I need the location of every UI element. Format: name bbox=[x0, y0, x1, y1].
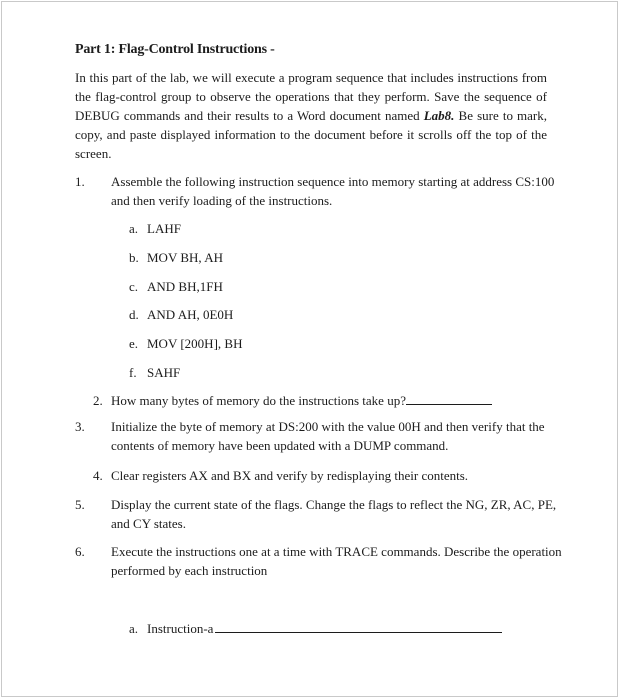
step-text: Initialize the byte of memory at DS:200 with the value 00H and then verify that the contents of memory have been updated with a DUMP command. bbox=[111, 419, 545, 453]
instruction-code: MOV BH, AH bbox=[147, 250, 223, 265]
step-number: 2. bbox=[93, 393, 103, 408]
intro-text-start: In this part of the lab, we will execute a program sequence that includes instructions from the flag-control group to observe the operations that they perform. Save the sequence of DEBUG commands and their results to a Word document named bbox=[75, 70, 547, 123]
step-text: How many bytes of memory do the instructions take up? bbox=[111, 393, 406, 408]
step-number: 6. bbox=[75, 544, 85, 559]
step-3 bbox=[75, 417, 563, 455]
answer-line-a bbox=[129, 619, 502, 638]
instruction-letter: e. bbox=[129, 336, 139, 351]
step-text: Clear registers AX and BX and verify by redisplaying their contents. bbox=[111, 468, 469, 483]
instruction-item bbox=[129, 277, 223, 296]
answer-letter: a. bbox=[129, 621, 139, 636]
instruction-letter: f. bbox=[129, 365, 137, 380]
step-text: Assemble the following instruction sequence into memory starting at address CS:100 and then verify loading of the instructions. bbox=[111, 174, 555, 208]
instruction-code: AND AH, 0E0H bbox=[147, 307, 234, 322]
step-number: 4. bbox=[93, 468, 103, 483]
instruction-item bbox=[129, 248, 223, 267]
step-2 bbox=[93, 391, 492, 410]
instruction-letter: d. bbox=[129, 307, 139, 322]
answer-blank[interactable] bbox=[215, 620, 502, 633]
step-1 bbox=[75, 172, 566, 210]
instruction-item bbox=[129, 305, 233, 324]
instruction-letter: c. bbox=[129, 279, 139, 294]
intro-text-end: Be sure to mark, copy, and paste displayed information to the document before it scrolls off the top of the screen. bbox=[75, 108, 547, 161]
instruction-letter: a. bbox=[129, 221, 139, 236]
instruction-code: SAHF bbox=[147, 365, 181, 380]
step-number: 1. bbox=[75, 174, 85, 189]
step-5 bbox=[75, 495, 563, 533]
step-6 bbox=[75, 542, 566, 580]
step-text: Display the current state of the flags. Change the flags to reflect the NG, ZR, AC, PE, and CY states. bbox=[111, 497, 557, 531]
instruction-item bbox=[129, 363, 180, 382]
step-number: 3. bbox=[75, 419, 85, 434]
instruction-item bbox=[129, 219, 181, 238]
step-text: Execute the instructions one at a time with TRACE commands. Describe the operation performed by each instruction bbox=[111, 544, 562, 578]
section-heading: Part 1: Flag-Control Instructions - bbox=[75, 42, 275, 57]
step-4 bbox=[93, 466, 468, 485]
instruction-item bbox=[129, 334, 242, 353]
intro-paragraph bbox=[75, 68, 547, 163]
step-number: 5. bbox=[75, 497, 85, 512]
document-name: Lab8. bbox=[423, 108, 455, 123]
instruction-code: MOV [200H], BH bbox=[147, 336, 243, 351]
instruction-code: LAHF bbox=[147, 221, 181, 236]
answer-label: Instruction-a bbox=[147, 621, 214, 636]
instruction-code: AND BH,1FH bbox=[147, 279, 223, 294]
instruction-letter: b. bbox=[129, 250, 139, 265]
answer-blank[interactable] bbox=[406, 392, 492, 405]
